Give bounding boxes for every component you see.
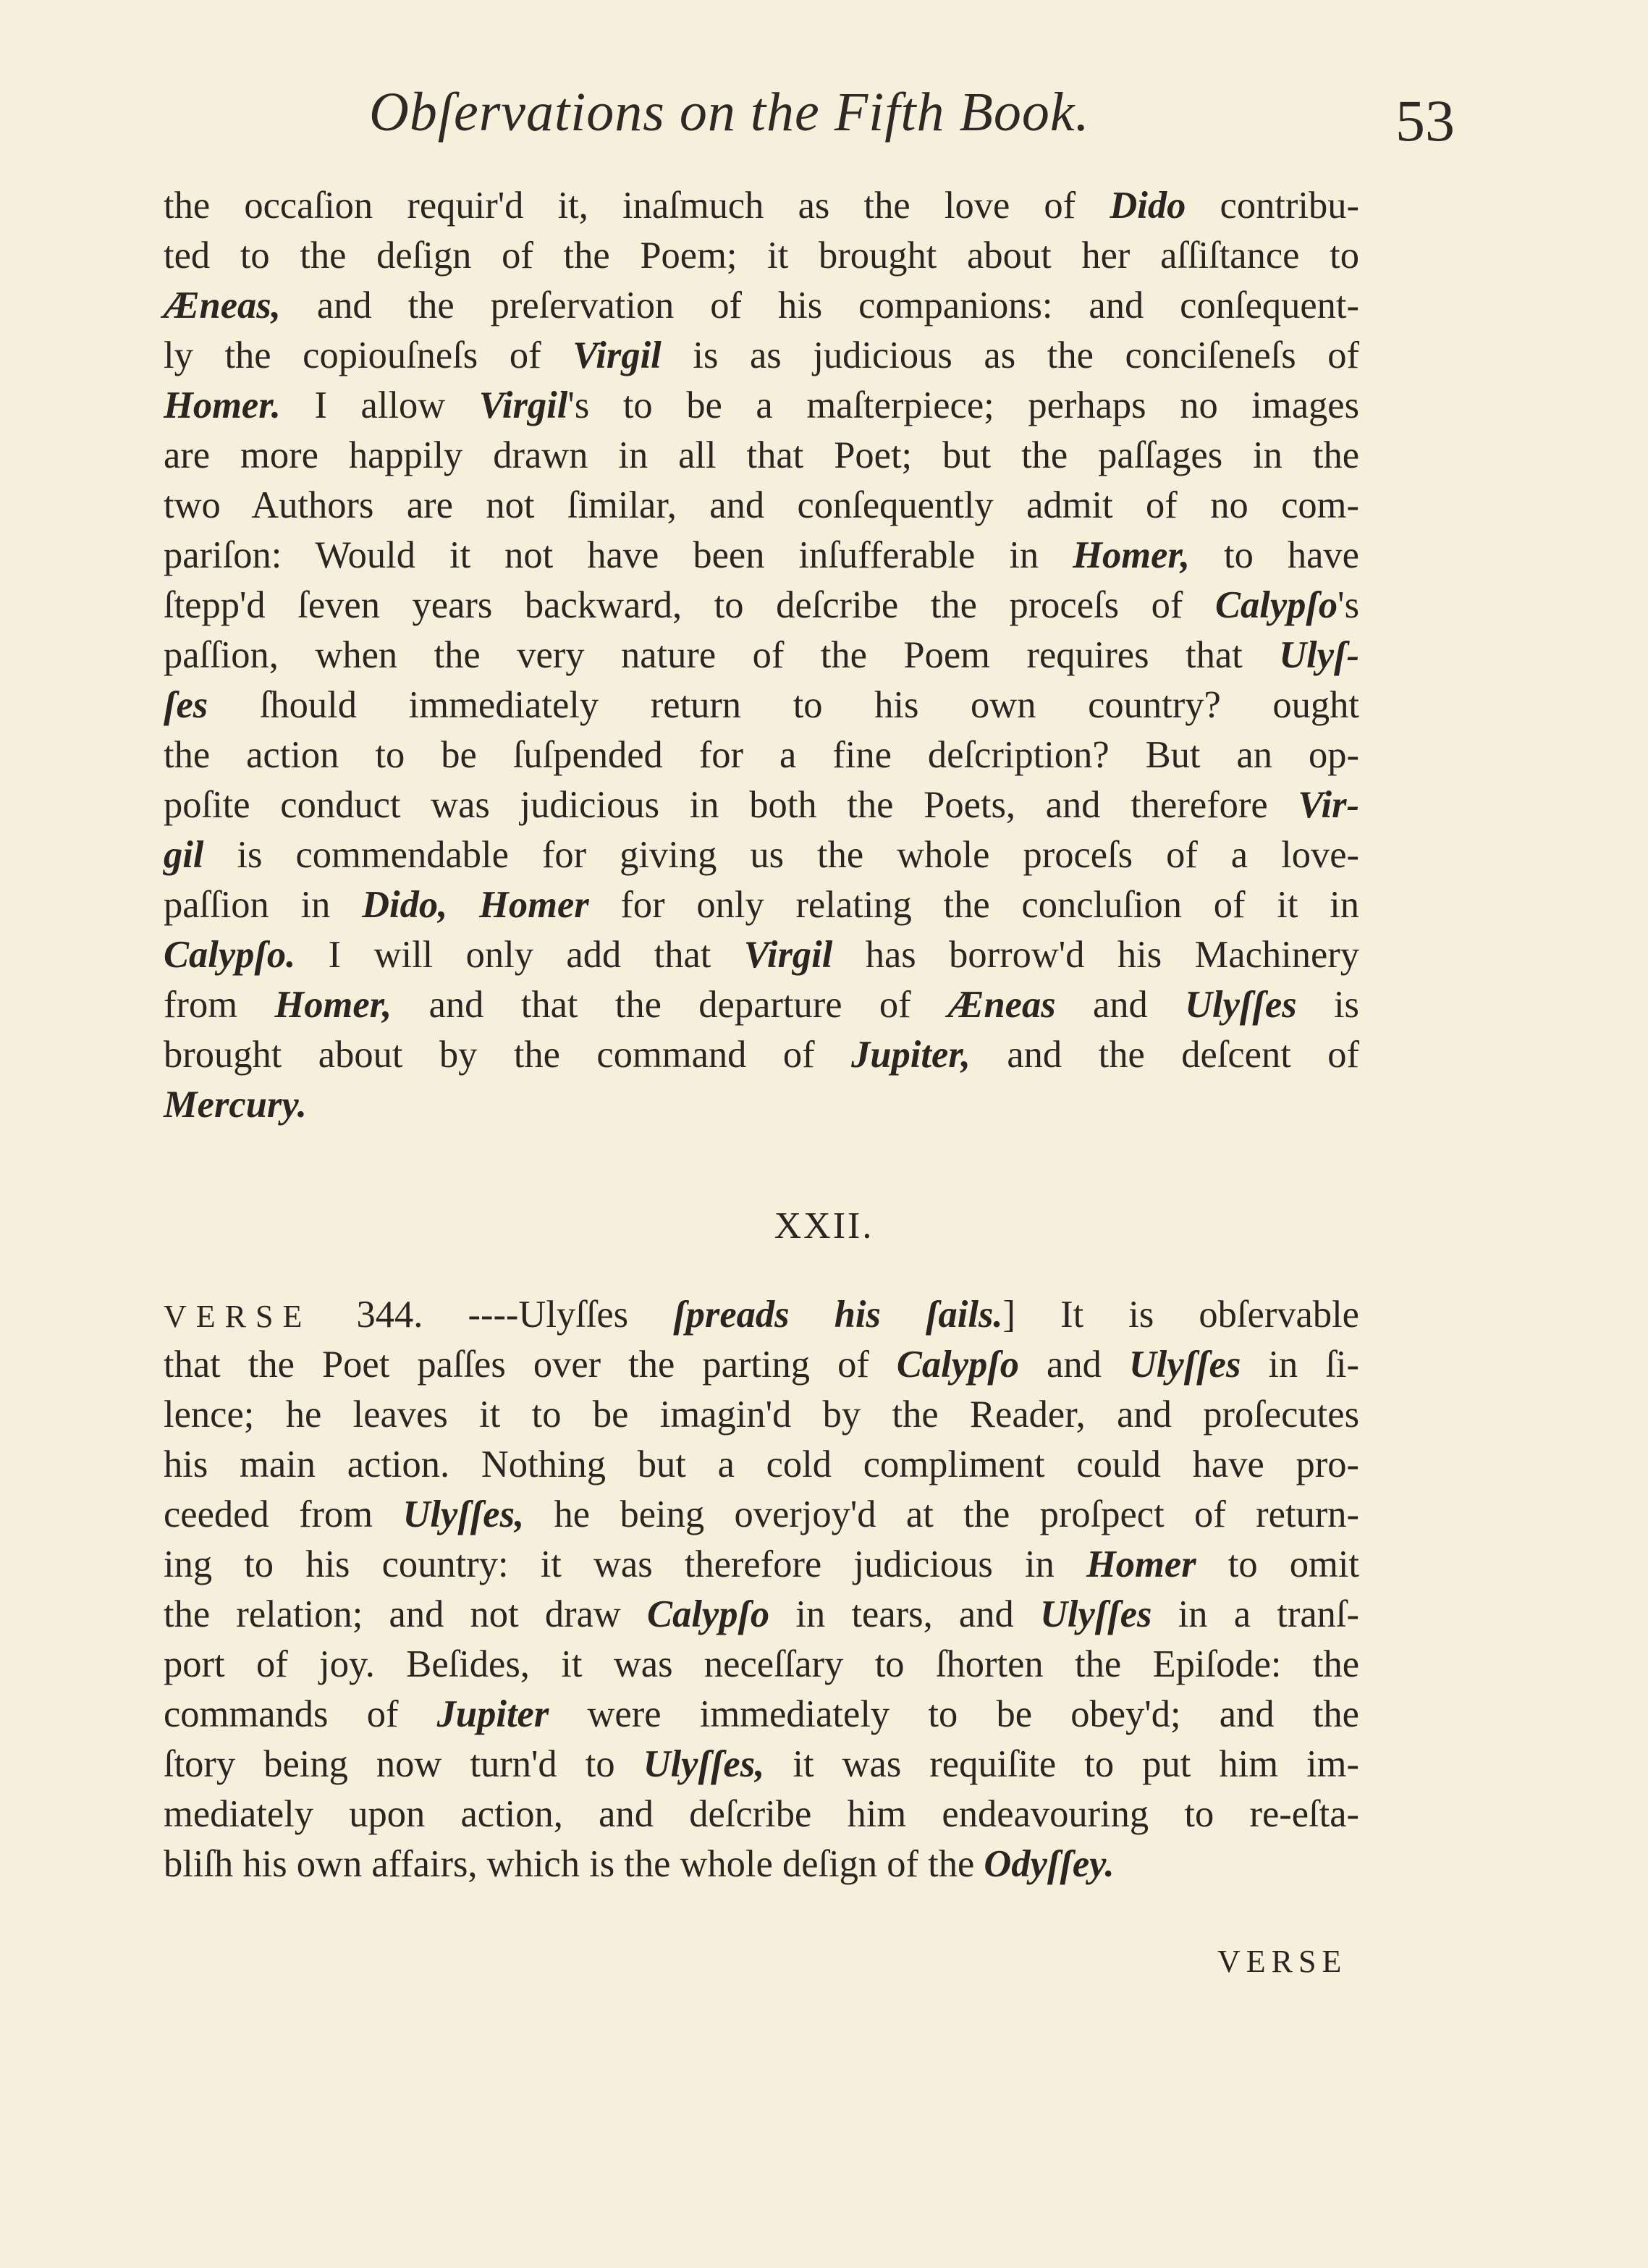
italic-name: Dido, <box>362 884 448 926</box>
text-run: has borrow'd his Machinery <box>832 934 1359 976</box>
italic-name: Ulyſſes, <box>402 1493 525 1535</box>
text-line <box>164 1789 1359 1839</box>
text-line <box>164 780 1359 830</box>
text-run: poſite conduct was judicious in both the Poets, and therefore <box>164 784 1298 826</box>
text-run: ly the copiouſneſs of <box>164 334 573 376</box>
italic-name: Homer <box>1086 1543 1196 1585</box>
text-run: mediately upon action, and deſcribe him endeavouring to re-eſta- <box>164 1793 1359 1835</box>
text-run: from <box>164 984 275 1026</box>
italic-name: Dido <box>1110 185 1186 227</box>
text-run: the action to be ſuſpended for a fine deſcription? But an op- <box>164 734 1359 776</box>
text-run: in a tranſ- <box>1152 1593 1359 1635</box>
paragraph-1 <box>164 181 1359 1130</box>
text-run: and that the departure of <box>392 984 948 1026</box>
italic-name: Calypſo. <box>164 934 296 976</box>
text-run: to omit <box>1196 1543 1359 1585</box>
text-run: bliſh his own affairs, which is the whole deſign of the <box>164 1843 984 1885</box>
text-run: ceeded from <box>164 1493 403 1535</box>
small-caps: VERSE <box>164 1299 312 1334</box>
text-run: is commendable for giving us the whole proceſs of a love- <box>203 834 1359 876</box>
text-run: the occaſion requir'd it, inaſmuch as the love of <box>164 185 1110 227</box>
text-run: and the deſcent of <box>970 1034 1359 1076</box>
text-line <box>164 680 1359 730</box>
text-line <box>164 830 1359 880</box>
text-run: ing to his country: it was therefore judicious in <box>164 1543 1086 1585</box>
text-line <box>164 531 1359 581</box>
italic-name: Ulyſſes <box>1128 1344 1241 1386</box>
italic-name: Ulyſſes <box>1039 1593 1152 1635</box>
text-line <box>164 1690 1359 1740</box>
text-run: 344. ----Ulyſſes <box>311 1294 674 1336</box>
text-line <box>164 381 1359 431</box>
text-line <box>164 231 1359 281</box>
italic-name: Calypſo <box>896 1344 1019 1386</box>
text-run: two Authors are not ſimilar, and conſequently admit of no com- <box>164 484 1359 526</box>
text-run: I will only add that <box>295 934 744 976</box>
text-run: ted to the deſign of the Poem; it brought about her aſſiſtance to <box>164 235 1359 277</box>
text-line <box>164 1290 1359 1340</box>
text-line <box>164 980 1359 1030</box>
running-title: Obſervations on the Fifth Book. <box>369 82 1090 143</box>
italic-name: Ulyſ- <box>1279 634 1359 676</box>
text-run: brought about by the command of <box>164 1034 852 1076</box>
text-run: ſhould immediately return to his own country? ought <box>208 684 1359 726</box>
text-run: I allow <box>280 384 479 426</box>
text-line <box>164 1340 1359 1390</box>
section-number: XXII. <box>774 1205 874 1247</box>
text-line <box>164 1490 1359 1540</box>
italic-name: Æneas, <box>164 284 281 326</box>
italic-name: Ulyſſes <box>1185 984 1297 1026</box>
italic-name: Homer, <box>274 984 392 1026</box>
italic-name: Jupiter, <box>851 1034 971 1076</box>
text-line <box>164 1640 1359 1690</box>
italic-name: Odyſſey. <box>984 1843 1115 1885</box>
text-run: is as judicious as the conciſeneſs of <box>661 334 1359 376</box>
text-line <box>164 880 1359 930</box>
text-run: he being overjoy'd at the proſpect of return- <box>524 1493 1359 1535</box>
text-run: port of joy. Beſides, it was neceſſary to ſhorten the Epiſode: the <box>164 1643 1359 1685</box>
italic-name: Mercury. <box>164 1084 307 1126</box>
text-run: is <box>1296 984 1359 1026</box>
text-run: the relation; and not draw <box>164 1593 648 1635</box>
italic-name: Vir- <box>1298 784 1359 826</box>
italic-name: Virgil <box>572 334 662 376</box>
italic-name: Ulyſſes, <box>643 1743 765 1785</box>
text-run: in tears, and <box>769 1593 1040 1635</box>
text-run <box>447 884 479 926</box>
page-header <box>0 81 1648 161</box>
text-run: ] It is obſervable <box>1002 1294 1359 1336</box>
text-run: for only relating the concluſion of it in <box>588 884 1360 926</box>
text-line <box>164 631 1359 680</box>
text-run: that the Poet paſſes over the parting of <box>164 1344 897 1386</box>
italic-name: Virgil <box>478 384 568 426</box>
text-line <box>164 281 1359 331</box>
text-run: are more happily drawn in all that Poet; but the paſſages in the <box>164 434 1359 476</box>
paragraph-2 <box>164 1290 1359 1889</box>
text-run: his main action. Nothing but a cold compliment could have pro- <box>164 1443 1359 1485</box>
catchword: VERSE <box>1217 1944 1348 1979</box>
italic-name: Jupiter <box>436 1693 549 1735</box>
text-line <box>164 1590 1359 1640</box>
text-run: paſſion, when the very nature of the Poem requires that <box>164 634 1280 676</box>
text-line <box>164 730 1359 780</box>
italic-name: Homer <box>479 884 589 926</box>
text-line <box>164 1440 1359 1490</box>
text-line <box>164 581 1359 631</box>
text-run: 's <box>1338 584 1359 626</box>
text-line <box>164 181 1359 231</box>
text-line <box>164 1740 1359 1789</box>
italic-name: gil <box>164 834 204 876</box>
page-number: 53 <box>1395 88 1455 153</box>
italic-name: Homer. <box>164 384 281 426</box>
italic-name: ſes <box>164 684 208 726</box>
italic-name: Calypſo <box>647 1593 770 1635</box>
text-run: contribu- <box>1186 185 1359 227</box>
italic-name: Homer, <box>1073 534 1191 576</box>
text-line <box>164 1390 1359 1440</box>
text-line <box>164 331 1359 381</box>
text-run: paſſion in <box>164 884 363 926</box>
text-run: to have <box>1190 534 1359 576</box>
text-line <box>164 1080 1359 1130</box>
text-run: were immediately to be obey'd; and the <box>549 1693 1359 1735</box>
text-line <box>164 431 1359 481</box>
text-run: 's to be a maſterpiece; perhaps no images <box>567 384 1359 426</box>
text-run: and <box>1019 1344 1129 1386</box>
text-run: ſtepp'd ſeven years backward, to deſcribe the proceſs of <box>164 584 1215 626</box>
text-line <box>164 1540 1359 1590</box>
text-line <box>164 481 1359 531</box>
text-run: pariſon: Would it not have been inſufferable in <box>164 534 1073 576</box>
italic-name: ſpreads his ſails. <box>673 1294 1003 1336</box>
text-run: in ſi- <box>1241 1344 1359 1386</box>
text-run: and <box>1055 984 1186 1026</box>
text-line <box>164 930 1359 980</box>
text-run: it was requiſite to put him im- <box>764 1743 1359 1785</box>
text-run: ſtory being now turn'd to <box>164 1743 643 1785</box>
text-run: commands of <box>164 1693 437 1735</box>
text-line <box>164 1839 1359 1889</box>
italic-name: Æneas <box>947 984 1056 1026</box>
text-line <box>164 1030 1359 1080</box>
text-run: and the preſervation of his companions: and conſequent- <box>280 284 1359 326</box>
italic-name: Virgil <box>743 934 833 976</box>
text-run: lence; he leaves it to be imagin'd by the Reader, and proſecutes <box>164 1394 1359 1436</box>
italic-name: Calypſo <box>1214 584 1338 626</box>
